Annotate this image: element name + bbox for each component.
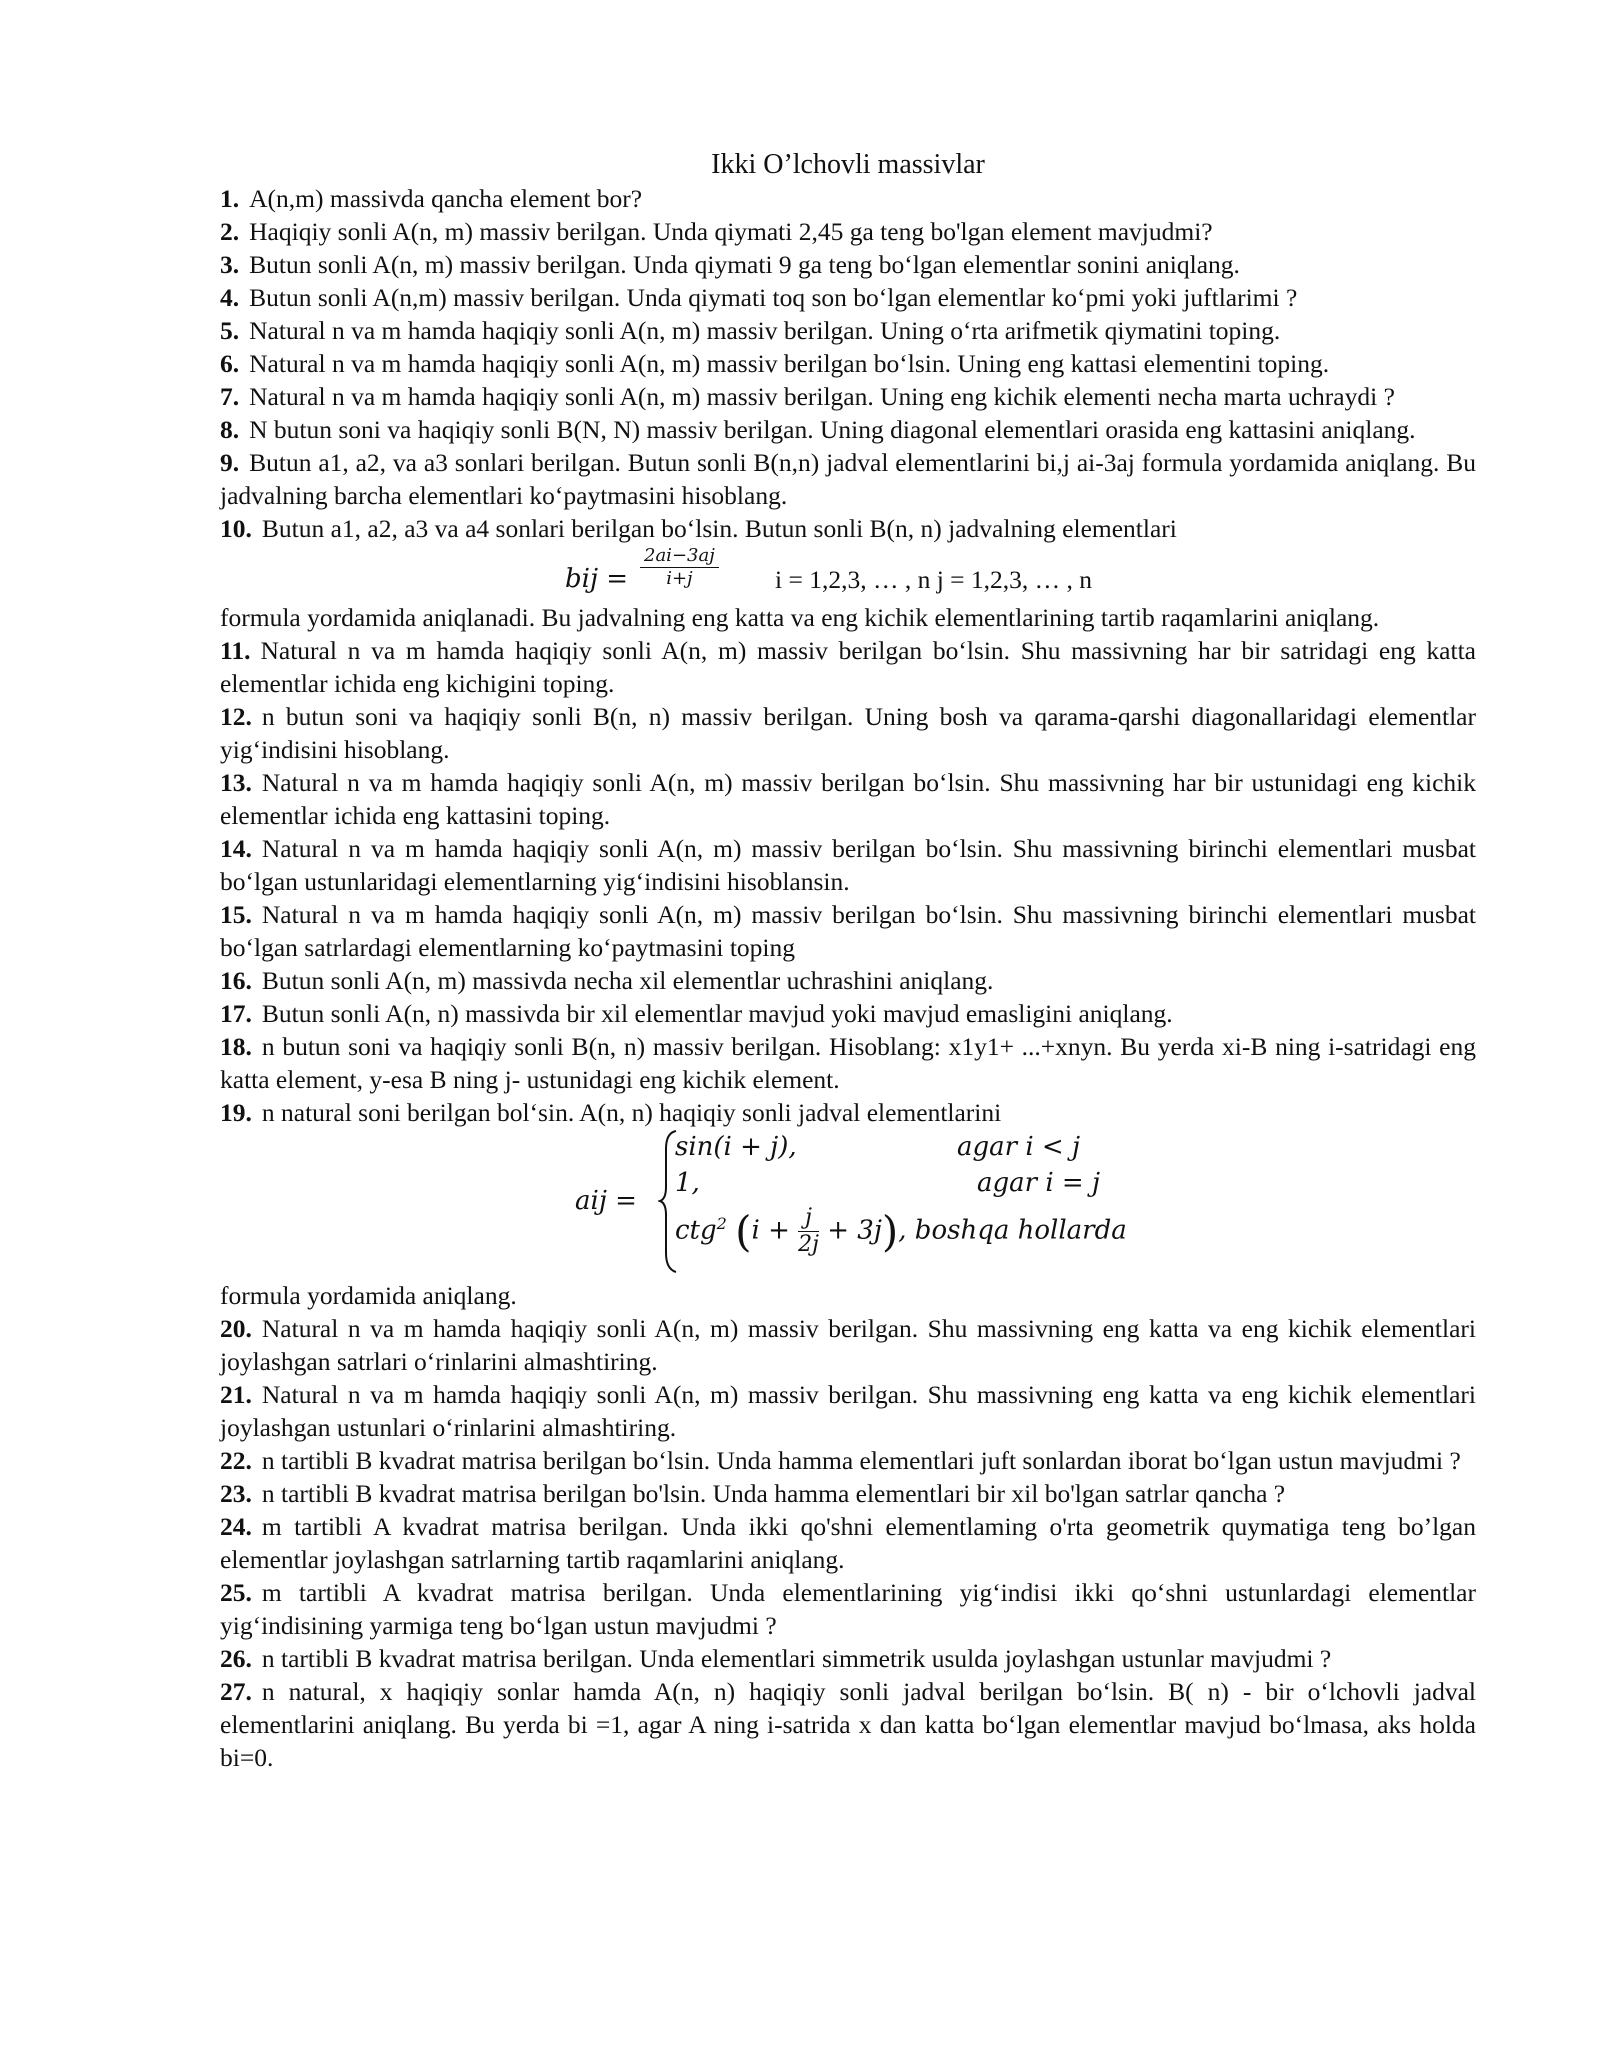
exercise-number: 4. bbox=[220, 283, 240, 312]
exercise-number: 16. bbox=[220, 966, 252, 995]
formula-19 bbox=[220, 1129, 1476, 1279]
formula-10 bbox=[220, 545, 1476, 601]
exercise-list bbox=[220, 182, 1476, 1774]
exercise-number: 27. bbox=[220, 1677, 252, 1706]
formula-19-post: + 3j bbox=[827, 1215, 882, 1246]
formula-10-denominator: i+j bbox=[666, 568, 693, 589]
exercise-number: 8. bbox=[220, 415, 240, 444]
exercise-text: Butun sonli A(n, m) massivda necha xil elementlar uchrashini aniqlang. bbox=[261, 966, 994, 995]
exercise-text: m tartibli A kvadrat matrisa berilgan. Unda elementlarining yig‘indisi ikki qo‘shni ustunlardagi elementlar yig‘indisining yarmiga teng bo‘lgan ustun mavjudmi ? bbox=[220, 1578, 1476, 1640]
exercise-number: 20. bbox=[220, 1314, 252, 1343]
formula-10-lhs: bij = bbox=[565, 564, 629, 594]
formula-19-row3 bbox=[675, 1205, 1127, 1258]
exercise-item bbox=[220, 1444, 1476, 1477]
exercise-number: 11. bbox=[220, 636, 251, 665]
formula-10-fraction bbox=[640, 545, 719, 590]
exercise-text: n tartibli B kvadrat matrisa berilgan bo'lsin. Unda hamma elementlari bir xil bo'lgan satrlar qancha ? bbox=[261, 1479, 1286, 1508]
exercise-item bbox=[220, 700, 1476, 766]
formula-10-range: i = 1,2,3, … , n j = 1,2,3, … , n bbox=[775, 565, 1093, 594]
exercise-text: Natural n va m hamda haqiqiy sonli A(n, m) massiv berilgan bo‘lsin. Shu massivning har bir ustunidagi eng kichik elementlar ichida eng kattasini toping. bbox=[220, 768, 1476, 830]
exercise-item bbox=[220, 1642, 1476, 1675]
formula-19-row1: sin(i + j), bbox=[675, 1132, 797, 1162]
left-paren: ( bbox=[735, 1207, 752, 1256]
document-page bbox=[220, 148, 1476, 1774]
exercise-item bbox=[220, 1378, 1476, 1444]
exercise-text: Natural n va m hamda haqiqiy sonli A(n, m) massiv berilgan bo‘lsin. Uning eng kattasi elementini toping. bbox=[249, 349, 1330, 378]
exercise-number: 14. bbox=[220, 834, 252, 863]
exercise-item bbox=[220, 512, 1476, 545]
exercise-text: Butun a1, a2, a3 va a4 sonlari berilgan bo‘lsin. Butun sonli B(n, n) jadvalning elementlari bbox=[261, 514, 1177, 543]
formula-19-ctg: ctg bbox=[675, 1215, 717, 1246]
exercise-item bbox=[220, 182, 1476, 215]
exercise-number: 12. bbox=[220, 702, 252, 731]
exercise-text: Natural n va m hamda haqiqiy sonli A(n, m) massiv berilgan bo‘lsin. Shu massivning birinchi elementlari musbat bo‘lgan satrlardagi elementlarning ko‘paytmasini toping bbox=[220, 900, 1476, 962]
formula-19-cond3: , boshqa hollarda bbox=[898, 1215, 1127, 1246]
formula-19-cond1: agar i < j bbox=[957, 1132, 1081, 1162]
exercise-item bbox=[220, 1477, 1476, 1510]
exercise-text: formula yordamida aniqlang. bbox=[220, 1281, 517, 1310]
exercise-number: 9. bbox=[220, 448, 240, 477]
exercise-text: n tartibli B kvadrat matrisa berilgan. Unda elementlari simmetrik usulda joylashgan ustunlar mavjudmi ? bbox=[261, 1644, 1332, 1673]
exercise-number: 15. bbox=[220, 900, 252, 929]
exercise-number: 6. bbox=[220, 349, 240, 378]
exercise-item bbox=[220, 997, 1476, 1030]
exercise-text: m tartibli A kvadrat matrisa berilgan. Unda ikki qo'shni elementlaming o'rta geometrik quymatiga teng bo’lgan elementlar joylashgan satrlarning tartib raqamlarini aniqlang. bbox=[220, 1512, 1476, 1574]
exercise-text: n tartibli B kvadrat matrisa berilgan bo‘lsin. Unda hamma elementlari juft sonlardan iborat bo‘lgan ustun mavjudmi ? bbox=[261, 1446, 1461, 1475]
exercise-text: Butun sonli A(n, m) massiv berilgan. Unda qiymati 9 ga teng bo‘lgan elementlar sonini aniqlang. bbox=[249, 250, 1240, 279]
exercise-text: n natural, x haqiqiy sonlar hamda A(n, n) haqiqiy sonli jadval berilgan bo‘lsin. B( n) - bir o‘lchovli jadval elementlarini aniqlang. Bu yerda bi =1, agar A ning i-satrida x dan katta bo‘lgan elementlar mavjud bo‘lmasa, aks holda bi=0. bbox=[220, 1677, 1476, 1772]
exercise-item bbox=[220, 898, 1476, 964]
exercise-item bbox=[220, 446, 1476, 512]
exercise-text: Butun sonli A(n,m) massiv berilgan. Unda qiymati toq son bo‘lgan elementlar ko‘pmi yoki juftlarimi ? bbox=[249, 283, 1298, 312]
exercise-number: 3. bbox=[220, 250, 240, 279]
exercise-item bbox=[220, 248, 1476, 281]
exercise-number: 18. bbox=[220, 1032, 252, 1061]
exercise-text: n butun soni va haqiqiy sonli B(n, n) massiv berilgan. Uning bosh va qarama-qarshi diagonallaridagi elementlar yig‘indisini hisoblang. bbox=[220, 702, 1476, 764]
exercise-text: Natural n va m hamda haqiqiy sonli A(n, m) massiv berilgan. Shu massivning eng katta va eng kichik elementlari joylashgan satrlari o‘rinlarini almashtiring. bbox=[220, 1314, 1476, 1376]
formula-19-den: 2j bbox=[798, 1232, 819, 1257]
exercise-number: 22. bbox=[220, 1446, 252, 1475]
exercise-item bbox=[220, 964, 1476, 997]
formula-19-i: i + bbox=[751, 1215, 790, 1246]
exercise-item bbox=[220, 347, 1476, 380]
exercise-number: 21. bbox=[220, 1380, 252, 1409]
exercise-text: Natural n va m hamda haqiqiy sonli A(n, m) massiv berilgan. Uning eng kichik elementi necha marta uchraydi ? bbox=[249, 382, 1395, 411]
formula-19-num: j bbox=[798, 1205, 819, 1232]
exercise-item bbox=[220, 1510, 1476, 1576]
exercise-item bbox=[220, 413, 1476, 446]
formula-19-sup: 2 bbox=[716, 1213, 727, 1233]
exercise-item bbox=[220, 281, 1476, 314]
exercise-text: Butun sonli A(n, n) massivda bir xil elementlar mavjud yoki mavjud emasligini aniqlang. bbox=[261, 999, 1173, 1028]
exercise-number: 13. bbox=[220, 768, 252, 797]
exercise-text: n natural soni berilgan bol‘sin. A(n, n) haqiqiy sonli jadval elementlarini bbox=[261, 1098, 1002, 1127]
exercise-item bbox=[220, 1312, 1476, 1378]
formula-19-lhs: aij = bbox=[575, 1186, 637, 1216]
exercise-text: N butun soni va haqiqiy sonli B(N, N) massiv berilgan. Uning diagonal elementlari orasida eng kattasini aniqlang. bbox=[249, 415, 1416, 444]
exercise-number: 26. bbox=[220, 1644, 252, 1673]
exercise-text: n butun soni va haqiqiy sonli B(n, n) massiv berilgan. Hisoblang: x1y1+ ...+xnyn. Bu yerda xi-B ning i-satridagi eng katta element, y-esa B ning j- ustunidagi eng kichik element. bbox=[220, 1032, 1476, 1094]
exercise-text: formula yordamida aniqlanadi. Bu jadvalning eng katta va eng kichik elementlarining tartib raqamlarini aniqlang. bbox=[220, 603, 1380, 632]
exercise-text: A(n,m) massivda qancha element bor? bbox=[249, 184, 643, 213]
exercise-number: 23. bbox=[220, 1479, 252, 1508]
exercise-item bbox=[220, 380, 1476, 413]
exercise-item bbox=[220, 1279, 1476, 1312]
exercise-number: 24. bbox=[220, 1512, 252, 1541]
formula-10-numerator: 2ai−3aj bbox=[640, 545, 719, 568]
exercise-text: Natural n va m hamda haqiqiy sonli A(n, m) massiv berilgan. Uning o‘rta arifmetik qiymatini toping. bbox=[249, 316, 1281, 345]
exercise-number: 2. bbox=[220, 217, 240, 246]
formula-19-row2: 1, bbox=[675, 1168, 700, 1198]
exercise-number: 7. bbox=[220, 382, 240, 411]
exercise-text: Butun a1, a2, va a3 sonlari berilgan. Butun sonli B(n,n) jadval elementlarini bi,j ai-3aj formula yordamida aniqlang. Bu jadvalning barcha elementlari ko‘paytmasini hisoblang. bbox=[220, 448, 1476, 510]
document-title: Ikki O’lchovli massivlar bbox=[711, 149, 985, 180]
exercise-text: Haqiqiy sonli A(n, m) massiv berilgan. Unda qiymati 2,45 ga teng bo'lgan element mavjudmi? bbox=[249, 217, 1213, 246]
exercise-number: 5. bbox=[220, 316, 240, 345]
exercise-number: 25. bbox=[220, 1578, 252, 1607]
exercise-item bbox=[220, 314, 1476, 347]
exercise-number: 1. bbox=[220, 184, 240, 213]
exercise-item bbox=[220, 832, 1476, 898]
right-paren: ) bbox=[881, 1207, 899, 1256]
exercise-item bbox=[220, 1030, 1476, 1096]
exercise-number: 17. bbox=[220, 999, 252, 1028]
exercise-item bbox=[220, 215, 1476, 248]
exercise-text: Natural n va m hamda haqiqiy sonli A(n, m) massiv berilgan bo‘lsin. Shu massivning birinchi elementlari musbat bo‘lgan ustunlaridagi elementlarning yig‘indisini hisoblansin. bbox=[220, 834, 1476, 896]
exercise-number: 19. bbox=[220, 1098, 252, 1127]
formula-19-cond2: agar i = j bbox=[977, 1168, 1101, 1198]
formula-19-fraction bbox=[798, 1205, 819, 1258]
exercise-text: Natural n va m hamda haqiqiy sonli A(n, m) massiv berilgan bo‘lsin. Shu massivning har bir satridagi eng katta elementlar ichida eng kichigini toping. bbox=[220, 636, 1476, 698]
exercise-item bbox=[220, 1675, 1476, 1774]
exercise-item bbox=[220, 1096, 1476, 1129]
exercise-item bbox=[220, 601, 1476, 634]
exercise-item bbox=[220, 1576, 1476, 1642]
exercise-item bbox=[220, 634, 1476, 700]
exercise-number: 10. bbox=[220, 514, 252, 543]
exercise-text: Natural n va m hamda haqiqiy sonli A(n, m) massiv berilgan. Shu massivning eng katta va eng kichik elementlari joylashgan ustunlari o‘rinlarini almashtiring. bbox=[220, 1380, 1476, 1442]
exercise-item bbox=[220, 766, 1476, 832]
